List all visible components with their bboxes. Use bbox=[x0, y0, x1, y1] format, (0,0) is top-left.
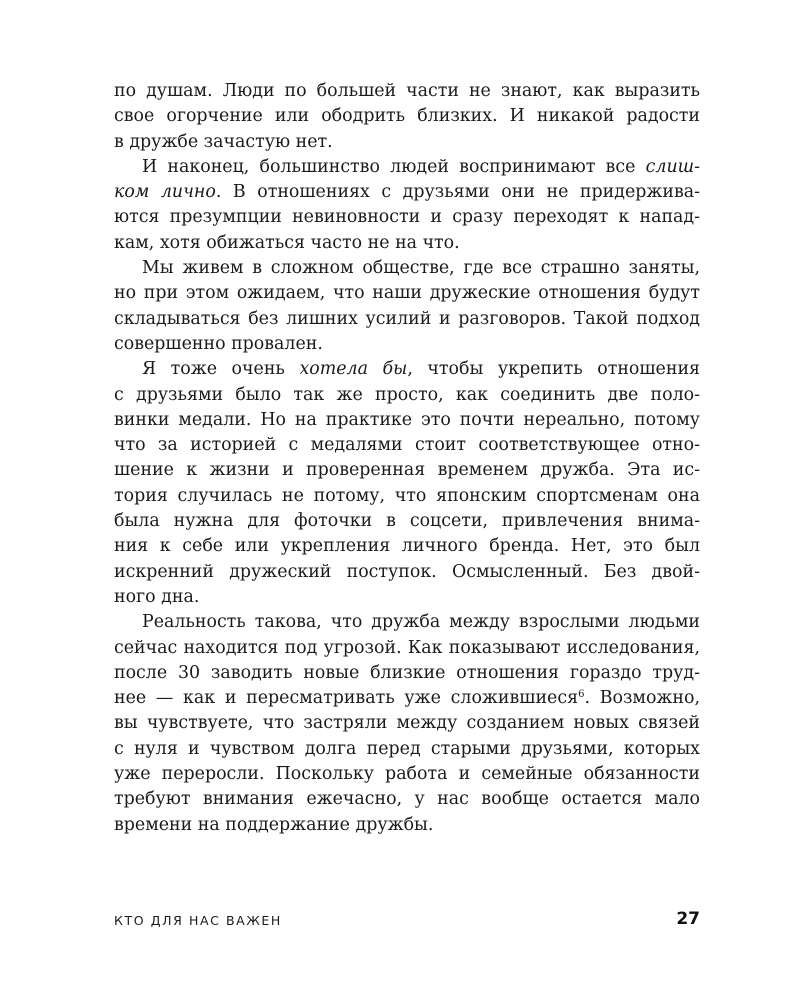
text-line: свое огорчение или ободрить близких. И никакой радости bbox=[114, 106, 700, 127]
text-line: совершенно провален. bbox=[114, 333, 323, 354]
text-line: искренний дружеский поступок. Осмысленный. Без двой- bbox=[114, 561, 700, 582]
italic-text: слиш- bbox=[645, 156, 700, 177]
text-line: кам, хотя обижаться часто не на что. bbox=[114, 232, 460, 253]
text-line: уже переросли. Поскольку работа и семейные обязанности bbox=[114, 764, 700, 785]
text-line: ния к себе или укрепления личного бренда. Нет, это был bbox=[114, 536, 700, 557]
text-line: сейчас находится под угрозой. Как показывают исследования, bbox=[114, 637, 700, 658]
text-line: с нуля и чувством долга перед старыми друзьями, которых bbox=[114, 738, 700, 759]
text-line: но при этом ожидаем, что наши дружеские отношения будут bbox=[114, 283, 700, 304]
text-line: была нужна для фоточки в соцсети, привлечения внима- bbox=[114, 511, 700, 532]
italic-text: ком лично bbox=[114, 182, 216, 203]
text-run: . В отношениях с друзьями они не придержива- bbox=[215, 182, 700, 203]
text-run: . Возможно, bbox=[584, 688, 701, 709]
running-head: КТО ДЛЯ НАС ВАЖЕН bbox=[114, 913, 282, 928]
text-line bbox=[114, 180, 700, 205]
text-line: по душам. Люди по большей части не знают, как выразить bbox=[114, 81, 700, 101]
text-line: что за историей с медалями стоит соответствующее отно- bbox=[114, 435, 700, 456]
text-line: вы чувствуете, что застряли между созданием новых связей bbox=[114, 713, 700, 734]
text-line: винки медали. Но на практике это почти нереально, потому bbox=[114, 409, 700, 430]
text-line: Реальность такова, что дружба между взрослыми людьми bbox=[142, 612, 700, 633]
body-text bbox=[114, 79, 700, 838]
text-line: Мы живем в сложном обществе, где все страшно заняты, bbox=[142, 258, 700, 279]
text-line: ного дна. bbox=[114, 586, 200, 607]
text-line bbox=[114, 357, 700, 382]
footnote-reference[interactable]: 6 bbox=[578, 689, 585, 701]
text-line bbox=[114, 155, 700, 180]
text-line: времени на поддержание дружбы. bbox=[114, 814, 434, 835]
text-line: в дружбе зачастую нет. bbox=[114, 131, 333, 152]
text-line: складываться без лишних усилий и разговоров. Такой подход bbox=[114, 308, 700, 329]
text-line: после 30 заводить новые близкие отношения гораздо труд- bbox=[114, 662, 700, 683]
page-footer bbox=[114, 909, 700, 933]
text-line: ются презумпции невиновности и сразу переходят к напад- bbox=[114, 207, 700, 228]
text-line: требуют внимания ежечасно, у нас вообще остается мало bbox=[114, 789, 700, 810]
page-number: 27 bbox=[676, 909, 700, 929]
text-run: , чтобы укрепить отношения bbox=[407, 359, 701, 380]
text-line: с друзьями было так же просто, как соединить две поло- bbox=[114, 384, 700, 405]
text-line bbox=[114, 686, 700, 711]
text-run: И наконец, большинство людей воспринимают все bbox=[142, 156, 646, 177]
text-run: Я тоже очень bbox=[142, 359, 300, 380]
text-line: шение к жизни и проверенная временем дружба. Эта ис- bbox=[114, 460, 700, 481]
text-run: нее — как и пересматривать уже сложившиеся bbox=[114, 688, 579, 709]
text-line: тория случилась не потому, что японским спортсменам она bbox=[114, 485, 700, 506]
italic-text: хотела бы bbox=[299, 359, 408, 380]
